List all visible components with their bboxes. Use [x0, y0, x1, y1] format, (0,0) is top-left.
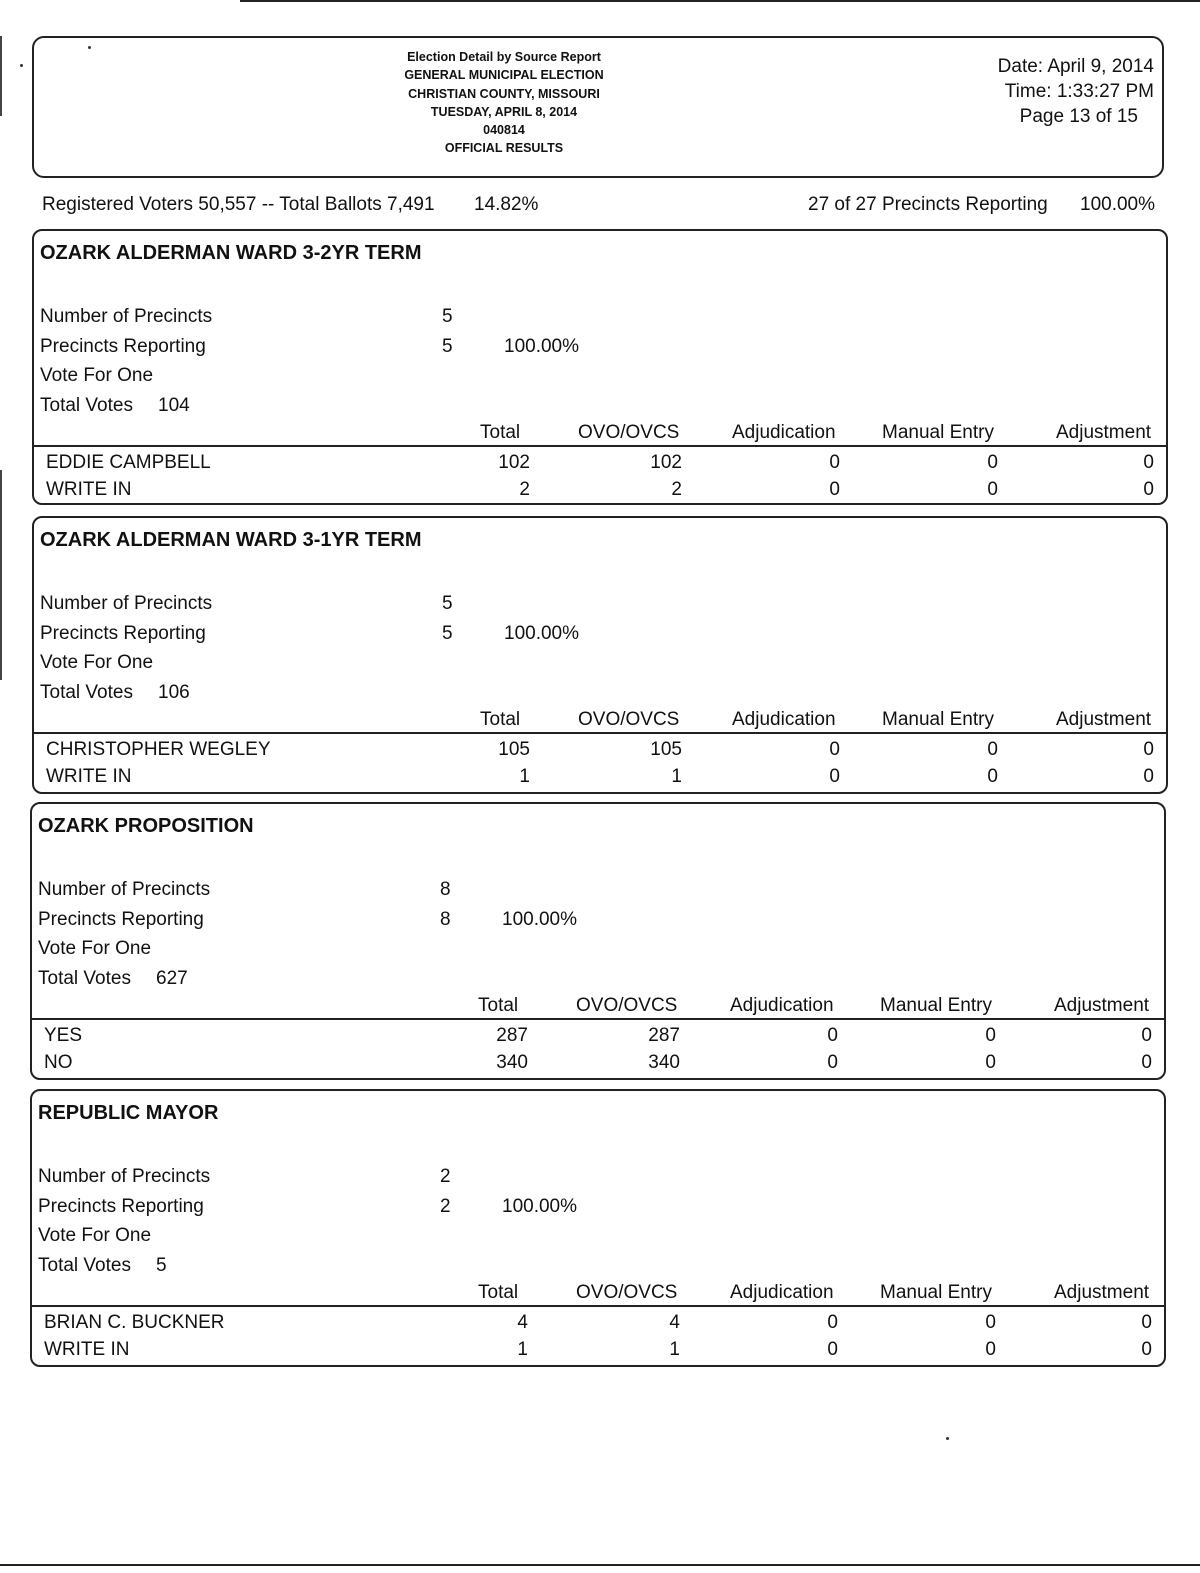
candidate-name: WRITE IN [46, 479, 132, 500]
candidate-row [34, 479, 1166, 506]
county-name: CHRISTIAN COUNTY, MISSOURI [408, 86, 600, 101]
total-votes-label: Total Votes [40, 395, 133, 416]
precincts-reporting-value: 5 [442, 623, 453, 644]
scan-left-mark [0, 470, 2, 680]
contest-title: OZARK ALDERMAN WARD 3-2YR TERM [40, 242, 422, 264]
report-time: Time: 1:33:27 PM [1004, 81, 1154, 102]
candidate-ovo: 102 [650, 452, 682, 473]
candidate-adjudication: 0 [827, 1025, 838, 1046]
precincts-reporting-pct: 100.00% [504, 336, 580, 357]
total-votes-label: Total Votes [38, 968, 131, 989]
candidate-total: 340 [496, 1052, 528, 1073]
num-precincts-label: Number of Precincts [38, 879, 211, 900]
candidate-row [34, 452, 1166, 479]
candidate-ovo: 2 [671, 479, 682, 500]
col-header-total: Total [478, 1282, 519, 1303]
col-header-manual-entry: Manual Entry [882, 422, 994, 443]
candidate-ovo: 287 [648, 1025, 680, 1046]
col-header-total: Total [478, 995, 519, 1016]
candidate-name: WRITE IN [46, 766, 132, 787]
candidate-ovo: 105 [650, 739, 682, 760]
candidate-adjudication: 0 [829, 739, 840, 760]
candidate-ovo: 1 [671, 766, 682, 787]
page-number: Page 13 of 15 [1019, 106, 1138, 127]
turnout-percent: 14.82% [474, 194, 539, 215]
header-rule [32, 1305, 1164, 1307]
candidate-total: 1 [517, 1339, 528, 1360]
col-header-adjudication: Adjudication [732, 422, 836, 443]
candidate-manual-entry: 0 [987, 766, 998, 787]
col-header-total: Total [480, 422, 521, 443]
candidate-row [32, 1339, 1164, 1366]
candidate-name: NO [44, 1052, 73, 1073]
candidate-adjudication: 0 [827, 1339, 838, 1360]
col-header-adjustment: Adjustment [1056, 422, 1152, 443]
precincts-reporting-label: Precincts Reporting [38, 909, 204, 930]
precincts-reporting-summary: 27 of 27 Precincts Reporting [808, 194, 1048, 215]
vote-for-label: Vote For One [38, 1225, 152, 1246]
precincts-reporting-pct: 100.00% [502, 1196, 578, 1217]
candidate-name: YES [44, 1025, 83, 1046]
total-votes-value: 5 [156, 1255, 167, 1276]
col-header-ovo: OVO/OVCS [576, 995, 678, 1016]
candidate-adjustment: 0 [1141, 1312, 1152, 1333]
candidate-manual-entry: 0 [985, 1339, 996, 1360]
contest-section [30, 802, 1166, 1080]
num-precincts-label: Number of Precincts [40, 593, 213, 614]
contest-section [32, 229, 1168, 505]
col-header-adjudication: Adjudication [730, 995, 834, 1016]
vote-for-label: Vote For One [38, 938, 152, 959]
scan-speck [20, 64, 23, 67]
candidate-total: 287 [496, 1025, 528, 1046]
candidate-row [32, 1025, 1164, 1052]
vote-for-label: Vote For One [40, 365, 154, 386]
candidate-adjustment: 0 [1143, 766, 1154, 787]
vote-for-label: Vote For One [40, 652, 154, 673]
candidate-adjudication: 0 [827, 1312, 838, 1333]
col-header-ovo: OVO/OVCS [576, 1282, 678, 1303]
precincts-reporting-pct: 100.00% [504, 623, 580, 644]
report-title-block [334, 48, 674, 158]
precincts-reporting-value: 5 [442, 336, 453, 357]
precincts-reporting-percent: 100.00% [1080, 194, 1156, 215]
candidate-name: CHRISTOPHER WEGLEY [46, 739, 271, 760]
candidate-total: 105 [498, 739, 530, 760]
contest-title: OZARK PROPOSITION [38, 815, 254, 837]
candidate-adjustment: 0 [1143, 479, 1154, 500]
col-header-ovo: OVO/OVCS [578, 709, 680, 730]
candidate-row [32, 1052, 1164, 1079]
candidate-adjustment: 0 [1143, 452, 1154, 473]
precincts-reporting-pct: 100.00% [502, 909, 578, 930]
candidate-manual-entry: 0 [985, 1052, 996, 1073]
candidate-manual-entry: 0 [987, 452, 998, 473]
num-precincts-value: 8 [440, 879, 451, 900]
col-header-ovo: OVO/OVCS [578, 422, 680, 443]
voters-ballots-summary: Registered Voters 50,557 -- Total Ballots 7,491 [42, 194, 435, 215]
candidate-total: 2 [519, 479, 530, 500]
col-header-adjudication: Adjudication [732, 709, 836, 730]
precincts-reporting-label: Precincts Reporting [40, 623, 206, 644]
header-rule [34, 732, 1166, 734]
candidate-row [34, 739, 1166, 766]
scan-top-edge [240, 0, 1200, 2]
col-header-adjustment: Adjustment [1056, 709, 1152, 730]
precincts-reporting-value: 2 [440, 1196, 451, 1217]
col-header-manual-entry: Manual Entry [882, 709, 994, 730]
precincts-reporting-value: 8 [440, 909, 451, 930]
total-votes-value: 106 [158, 682, 190, 703]
candidate-ovo: 1 [669, 1339, 680, 1360]
contest-title: REPUBLIC MAYOR [38, 1102, 219, 1124]
candidate-manual-entry: 0 [985, 1025, 996, 1046]
election-date: TUESDAY, APRIL 8, 2014 [430, 104, 578, 119]
total-votes-label: Total Votes [38, 1255, 131, 1276]
total-votes-value: 104 [158, 395, 190, 416]
candidate-adjustment: 0 [1141, 1339, 1152, 1360]
col-header-adjustment: Adjustment [1054, 1282, 1150, 1303]
report-meta [998, 54, 1154, 129]
candidate-adjudication: 0 [829, 479, 840, 500]
num-precincts-value: 2 [440, 1166, 451, 1187]
total-votes-label: Total Votes [40, 682, 133, 703]
candidate-ovo: 4 [669, 1312, 680, 1333]
results-status: OFFICIAL RESULTS [444, 141, 564, 156]
candidate-ovo: 340 [648, 1052, 680, 1073]
report-date: Date: April 9, 2014 [997, 56, 1154, 77]
candidate-adjustment: 0 [1141, 1052, 1152, 1073]
candidate-adjustment: 0 [1141, 1025, 1152, 1046]
candidate-total: 1 [519, 766, 530, 787]
col-header-manual-entry: Manual Entry [880, 995, 992, 1016]
report-header [32, 36, 1164, 178]
candidate-manual-entry: 0 [987, 739, 998, 760]
candidate-name: WRITE IN [44, 1339, 130, 1360]
num-precincts-label: Number of Precincts [40, 306, 213, 327]
report-title: Election Detail by Source Report [407, 50, 601, 64]
contest-title: OZARK ALDERMAN WARD 3-1YR TERM [40, 529, 422, 551]
election-code: 040814 [483, 123, 525, 138]
scan-left-mark [0, 36, 2, 116]
num-precincts-value: 5 [442, 593, 453, 614]
header-rule [34, 445, 1166, 447]
num-precincts-label: Number of Precincts [38, 1166, 211, 1187]
candidate-manual-entry: 0 [987, 479, 998, 500]
candidate-row [34, 766, 1166, 793]
election-name: GENERAL MUNICIPAL ELECTION [404, 68, 604, 83]
candidate-row [32, 1312, 1164, 1339]
candidate-adjudication: 0 [829, 766, 840, 787]
scan-speck [946, 1437, 949, 1440]
candidate-total: 102 [498, 452, 530, 473]
contest-section [30, 1089, 1166, 1367]
header-rule [32, 1018, 1164, 1020]
candidate-adjustment: 0 [1143, 739, 1154, 760]
scan-bottom-edge [0, 1564, 1200, 1566]
col-header-total: Total [480, 709, 521, 730]
candidate-total: 4 [517, 1312, 528, 1333]
col-header-manual-entry: Manual Entry [880, 1282, 992, 1303]
num-precincts-value: 5 [442, 306, 453, 327]
contest-section [32, 516, 1168, 794]
precincts-reporting-label: Precincts Reporting [40, 336, 206, 357]
total-votes-value: 627 [156, 968, 188, 989]
candidate-name: EDDIE CAMPBELL [46, 452, 211, 473]
precincts-reporting-label: Precincts Reporting [38, 1196, 204, 1217]
col-header-adjustment: Adjustment [1054, 995, 1150, 1016]
candidate-manual-entry: 0 [985, 1312, 996, 1333]
candidate-adjudication: 0 [827, 1052, 838, 1073]
candidate-name: BRIAN C. BUCKNER [44, 1312, 225, 1333]
col-header-adjudication: Adjudication [730, 1282, 834, 1303]
candidate-adjudication: 0 [829, 452, 840, 473]
